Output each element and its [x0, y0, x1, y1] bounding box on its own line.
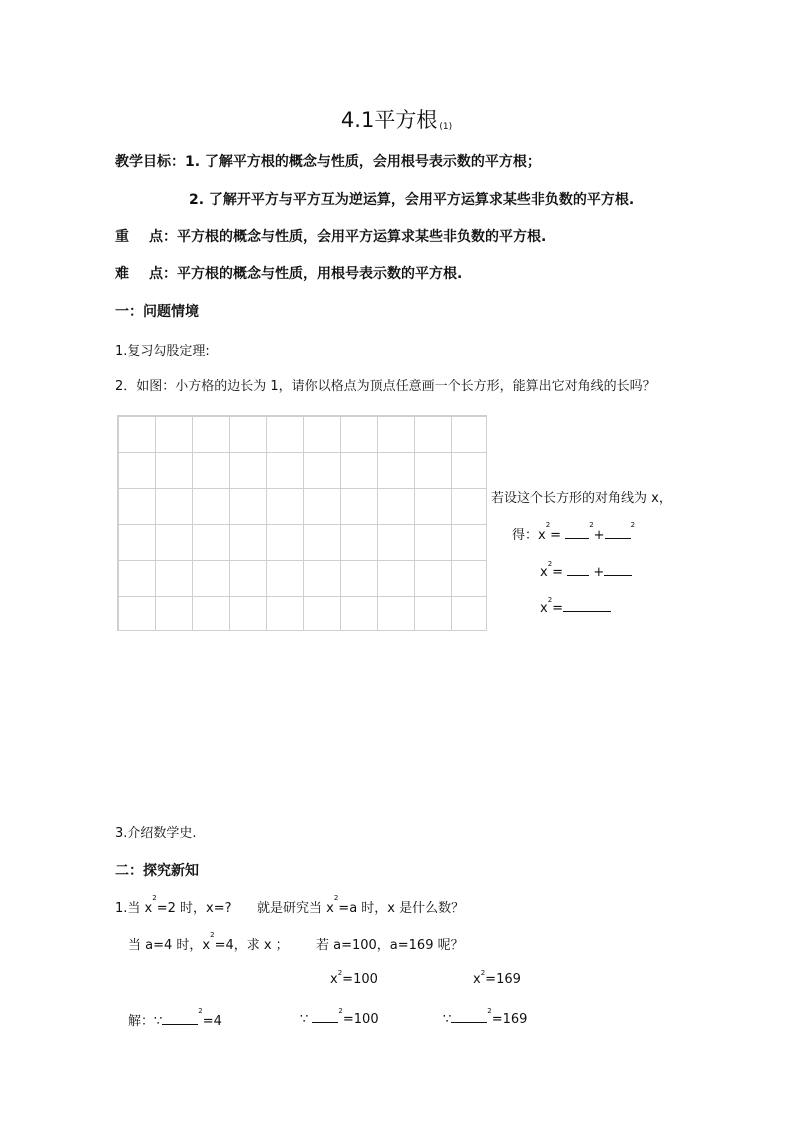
superscript: 2 — [338, 1007, 343, 1015]
superscript: 2 — [545, 521, 551, 529]
solution-1: 解：∵$^2$=4 — [128, 1007, 222, 1029]
blank — [605, 526, 631, 539]
question-1: 1.复习勾股定理: — [115, 344, 210, 359]
blank — [312, 1010, 338, 1023]
section-2-heading: 二：探究新知 — [115, 863, 199, 879]
blank — [563, 599, 611, 612]
equation-1: 得：$x^2= ^2+^2$ — [512, 521, 636, 543]
blank — [451, 1010, 487, 1023]
section-1-heading: 一：问题情境 — [115, 304, 199, 320]
solution-3: ∵$^2$=169 — [443, 1007, 528, 1027]
objectives-label: 教学目标： — [115, 154, 185, 170]
superscript: 2 — [547, 596, 553, 604]
square-grid — [117, 415, 487, 631]
explore-line-1b: 就是研究当 $x^2=a$ 时，x 是什么数？ — [257, 894, 465, 916]
explore-line-2: 当 a=4 时，$x^2=4$，求 x ； — [128, 931, 289, 953]
superscript: 2 — [547, 560, 553, 568]
superscript: 2 — [630, 521, 636, 529]
superscript: 2 — [333, 894, 339, 902]
superscript: 2 — [198, 1007, 203, 1015]
explore-line-2b: 若 a=100，a=169 呢？ — [316, 938, 464, 953]
blank — [567, 563, 589, 576]
title-subscript: (1) — [439, 122, 453, 132]
equation-x2-169: $x^2=169$ — [473, 969, 521, 987]
equation-3: $x^2=$ — [540, 599, 611, 616]
superscript: 2 — [487, 1007, 492, 1015]
solution-2: ∵ $^2$=100 — [300, 1007, 379, 1027]
equation-x2-100: $x^2=100$ — [330, 969, 378, 987]
side-text: 若设这个长方形的对角线为 x， — [491, 491, 672, 506]
blank — [162, 1012, 198, 1025]
superscript: 2 — [210, 931, 215, 939]
superscript: 2 — [480, 969, 486, 977]
explore-line-1: 1.当 $x^2=2$ 时，x=? — [115, 894, 232, 916]
superscript: 2 — [589, 521, 594, 529]
superscript: 2 — [337, 969, 343, 977]
page-title: 4.1平方根 $_{(1)}$ — [340, 108, 453, 132]
difficulty-point: 难 点：平方根的概念与性质，用根号表示数的平方根. — [115, 266, 463, 282]
blank — [565, 526, 589, 539]
equation-2: $x^2=$ + — [540, 563, 632, 580]
objective-1: 教学目标：1. 了解平方根的概念与性质，会用根号表示数的平方根； — [115, 154, 541, 170]
blank — [604, 563, 632, 576]
objective-2: 2. 了解开平方与平方互为逆运算，会用平方运算求某些非负数的平方根. — [189, 192, 635, 208]
superscript: 2 — [152, 894, 157, 902]
question-2: 2．如图：小方格的边长为 1，请你以格点为顶点任意画一个长方形，能算出它对角线的长吗？ — [115, 379, 656, 394]
key-point: 重 点：平方根的概念与性质，会用平方运算求某些非负数的平方根. — [115, 229, 547, 245]
question-3: 3.介绍数学史. — [115, 826, 197, 841]
